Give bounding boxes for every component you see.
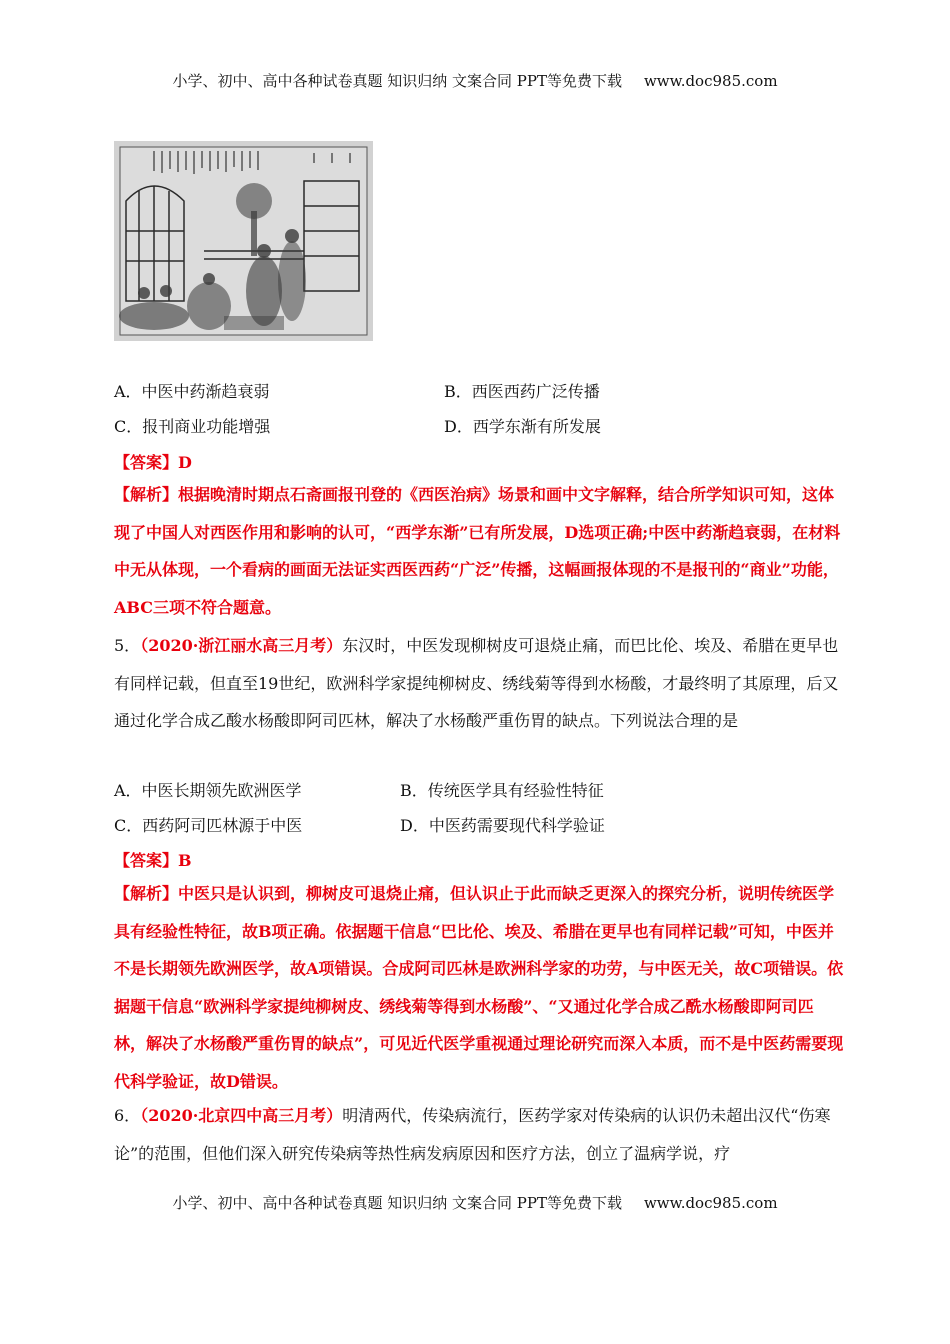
q5-question (114, 627, 844, 740)
q4-option-b: B．西医西药广泛传播 (444, 382, 600, 401)
q5-analysis: 【解析】中医只是认识到，柳树皮可退烧止痛，但认识止于此而缺乏更深入的探究分析，说明传统医学具有经验性特征，故B项正确。依据题干信息“巴比伦、埃及、希腊在更早也有同样记载”可知，中医并不是长期领先欧洲医学，故A项错误。合成阿司匹林是欧洲科学家的功劳，与中医无关，故C项错误。依据题干信息“欧洲科学家提纯柳树皮、绣线菊等得到水杨酸”、“又通过化学合成乙酰水杨酸即阿司匹林，解决了水杨酸严重伤胃的缺点”，可见近代医学重视通过理论研究而深入本质，而不是中医药需要现代科学验证，故D错误。 (114, 884, 844, 1091)
q6-number: 6． (114, 1106, 141, 1125)
q5-number: 5． (114, 636, 141, 655)
q6-source: （2020·北京四中高三月考） (140, 1106, 343, 1125)
q5-stem: 东汉时，中医发现柳树皮可退烧止痛，而巴比伦、埃及、希腊在更早也有同样记载，但直至19世纪，欧洲科学家提纯柳树皮、绣线菊等得到水杨酸，才最终明了其原理，后又通过化学合成乙酸水杨酸即阿司匹林，解决了水杨酸严重伤胃的缺点。下列说法合理的是 (114, 636, 839, 730)
footer-text: 小学、初中、高中各种试卷真题 知识归纳 文案合同 PPT等免费下载 (172, 1194, 622, 1212)
q5-option-c: C．西药阿司匹林源于中医 (114, 816, 303, 835)
q6-question (114, 1097, 844, 1172)
q4-option-c: C．报刊商业功能增强 (114, 417, 271, 436)
header-site: www.doc985.com (643, 72, 778, 90)
q4-answer: 【答案】D (114, 453, 192, 472)
newspaper-illustration (114, 141, 373, 341)
illustration-drawing (114, 141, 373, 341)
q4-option-a: A．中医中药渐趋衰弱 (114, 382, 270, 401)
q5-answer: 【答案】B (114, 851, 192, 870)
footer-site: www.doc985.com (643, 1194, 778, 1212)
q6-stem: 明清两代，传染病流行，医药学家对传染病的认识仍未超出汉代“伤寒论”的范围，但他们深入研究传染病等热性病发病原因和医疗方法，创立了温病学说，疗 (114, 1106, 831, 1163)
q5-option-a: A．中医长期领先欧洲医学 (114, 781, 302, 800)
q5-option-b: B．传统医学具有经验性特征 (400, 781, 604, 800)
page-header (0, 70, 950, 91)
q5-option-d: D．中医药需要现代科学验证 (400, 816, 605, 835)
q5-source: （2020·浙江丽水高三月考） (140, 636, 343, 655)
q4-analysis: 【解析】根据晚清时期点石斋画报刊登的《西医治病》场景和画中文字解释，结合所学知识可知，这体现了中国人对西医作用和影响的认可，“西学东渐”已有所发展，D选项正确;中医中药渐趋衰弱，在材料中无从体现，一个看病的画面无法证实西医西药“广泛”传播，这幅画报体现的不是报刊的“商业”功能，ABC三项不符合题意。 (114, 485, 841, 617)
header-text: 小学、初中、高中各种试卷真题 知识归纳 文案合同 PPT等免费下载 (172, 72, 622, 90)
page-footer (0, 1192, 950, 1213)
q4-option-d: D．西学东渐有所发展 (444, 417, 601, 436)
